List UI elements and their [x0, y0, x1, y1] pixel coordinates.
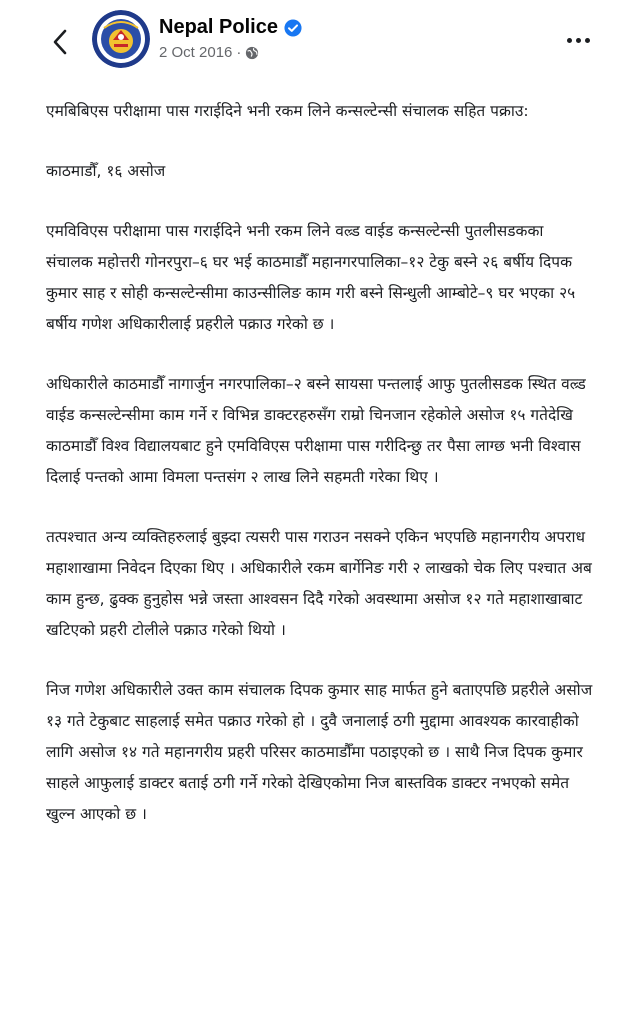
avatar[interactable] — [92, 10, 150, 68]
page-name[interactable]: Nepal Police — [159, 16, 278, 38]
post-paragraph: तत्पश्चात अन्य व्यक्तिहरुलाई बुझ्दा त्यसरी पास गराउन नसक्ने एकिन भएपछि महानगरीय अपराध महाशाखामा निवेदन दिएका थिए । अधिकारीले रकम बार्गेनिङ गरी २ लाखको चेक लिए पश्चात अब काम हुन्छ, ढुक्क हुनुहोस भन्ने जस्ता आश्वसन दिदै गरेको अवस्थामा असोज १२ गते महाशाखाबाट खटिएको प्रहरी टोलीले पक्राउ गरेको थियो । — [46, 528, 592, 639]
bottom-fade — [0, 1010, 618, 1024]
post-paragraph: एमविविएस परीक्षामा पास गराईदिने भनी रकम लिने वल्र्ड वाईड कन्सल्टेन्सी पुतलीसडकका संचालक महोत्तरी गोनरपुरा–६ घर भई काठमाडौँ महानगरपालिका–१२ टेकु बस्ने २६ बर्षीय दिपक कुमार साह र सोही कन्सल्टेन्सीमा काउन्सीलिङ काम गरी बस्ने सिन्धुली आम्बोटे–९ घर भएका २५ बर्षीय गणेश अधिकारीलाई प्रहरीले पक्राउ गरेको छ । — [46, 222, 576, 333]
post-text — [46, 96, 594, 859]
more-dot — [585, 38, 590, 43]
post-dateline: काठमाडौँ, १६ असोज — [46, 162, 166, 180]
globe-icon — [245, 46, 259, 60]
post-meta — [159, 44, 259, 61]
nepal-police-logo-icon — [92, 10, 150, 68]
post-date[interactable]: 2 Oct 2016 — [159, 44, 233, 61]
post-header — [0, 0, 618, 80]
more-options-button[interactable] — [558, 24, 598, 56]
verified-badge-icon — [284, 19, 302, 37]
meta-separator: · — [236, 44, 242, 61]
post-paragraph: निज गणेश अधिकारीले उक्त काम संचालक दिपक कुमार साह मार्फत हुने बताएपछि प्रहरीले असोज १३ गते टेकुबाट साहलाई समेत पक्राउ गरेको हो । दुवै जनालाई ठगी मुद्दामा आवश्यक कारवाहीको लागि असोज १४ गते महानगरीय प्रहरी परिसर काठमाडौँमा पठाइएको छ । साथै निज दिपक कुमार साहले आफुलाई डाक्टर बताई ठगी गर्ने गरेको देखिएकोमा निज बास्तविक डाक्टर नभएको समेत खुल्न आएको छ । — [46, 681, 593, 823]
post-headline: एमबिबिएस परीक्षामा पास गराईदिने भनी रकम लिने कन्सल्टेन्सी संचालक सहित पक्राउ: — [46, 102, 529, 120]
back-button[interactable] — [40, 22, 80, 62]
more-horizontal-icon — [567, 38, 572, 43]
more-dot — [576, 38, 581, 43]
chevron-left-icon — [52, 29, 68, 55]
post-paragraph: अधिकारीले काठमाडौँ नागार्जुन नगरपालिका–२ बस्ने सायसा पन्तलाई आफु पुतलीसडक स्थित वल्र्ड वाईड कन्सल्टेन्सीमा काम गर्ने र विभिन्न डाक्टरहरुसँग राम्रो चिनजान रहेकोले असोज १५ गतेदेखि काठमाडौँ विश्व विद्यालयबाट हुने एमविविएस परीक्षामा पास गरीदिन्छु तर पैसा लाग्छ भनी विश्वास दिलाई पन्तको आमा विमला पन्तसंग २ लाख लिने सहमती गरेका थिए । — [46, 375, 586, 486]
